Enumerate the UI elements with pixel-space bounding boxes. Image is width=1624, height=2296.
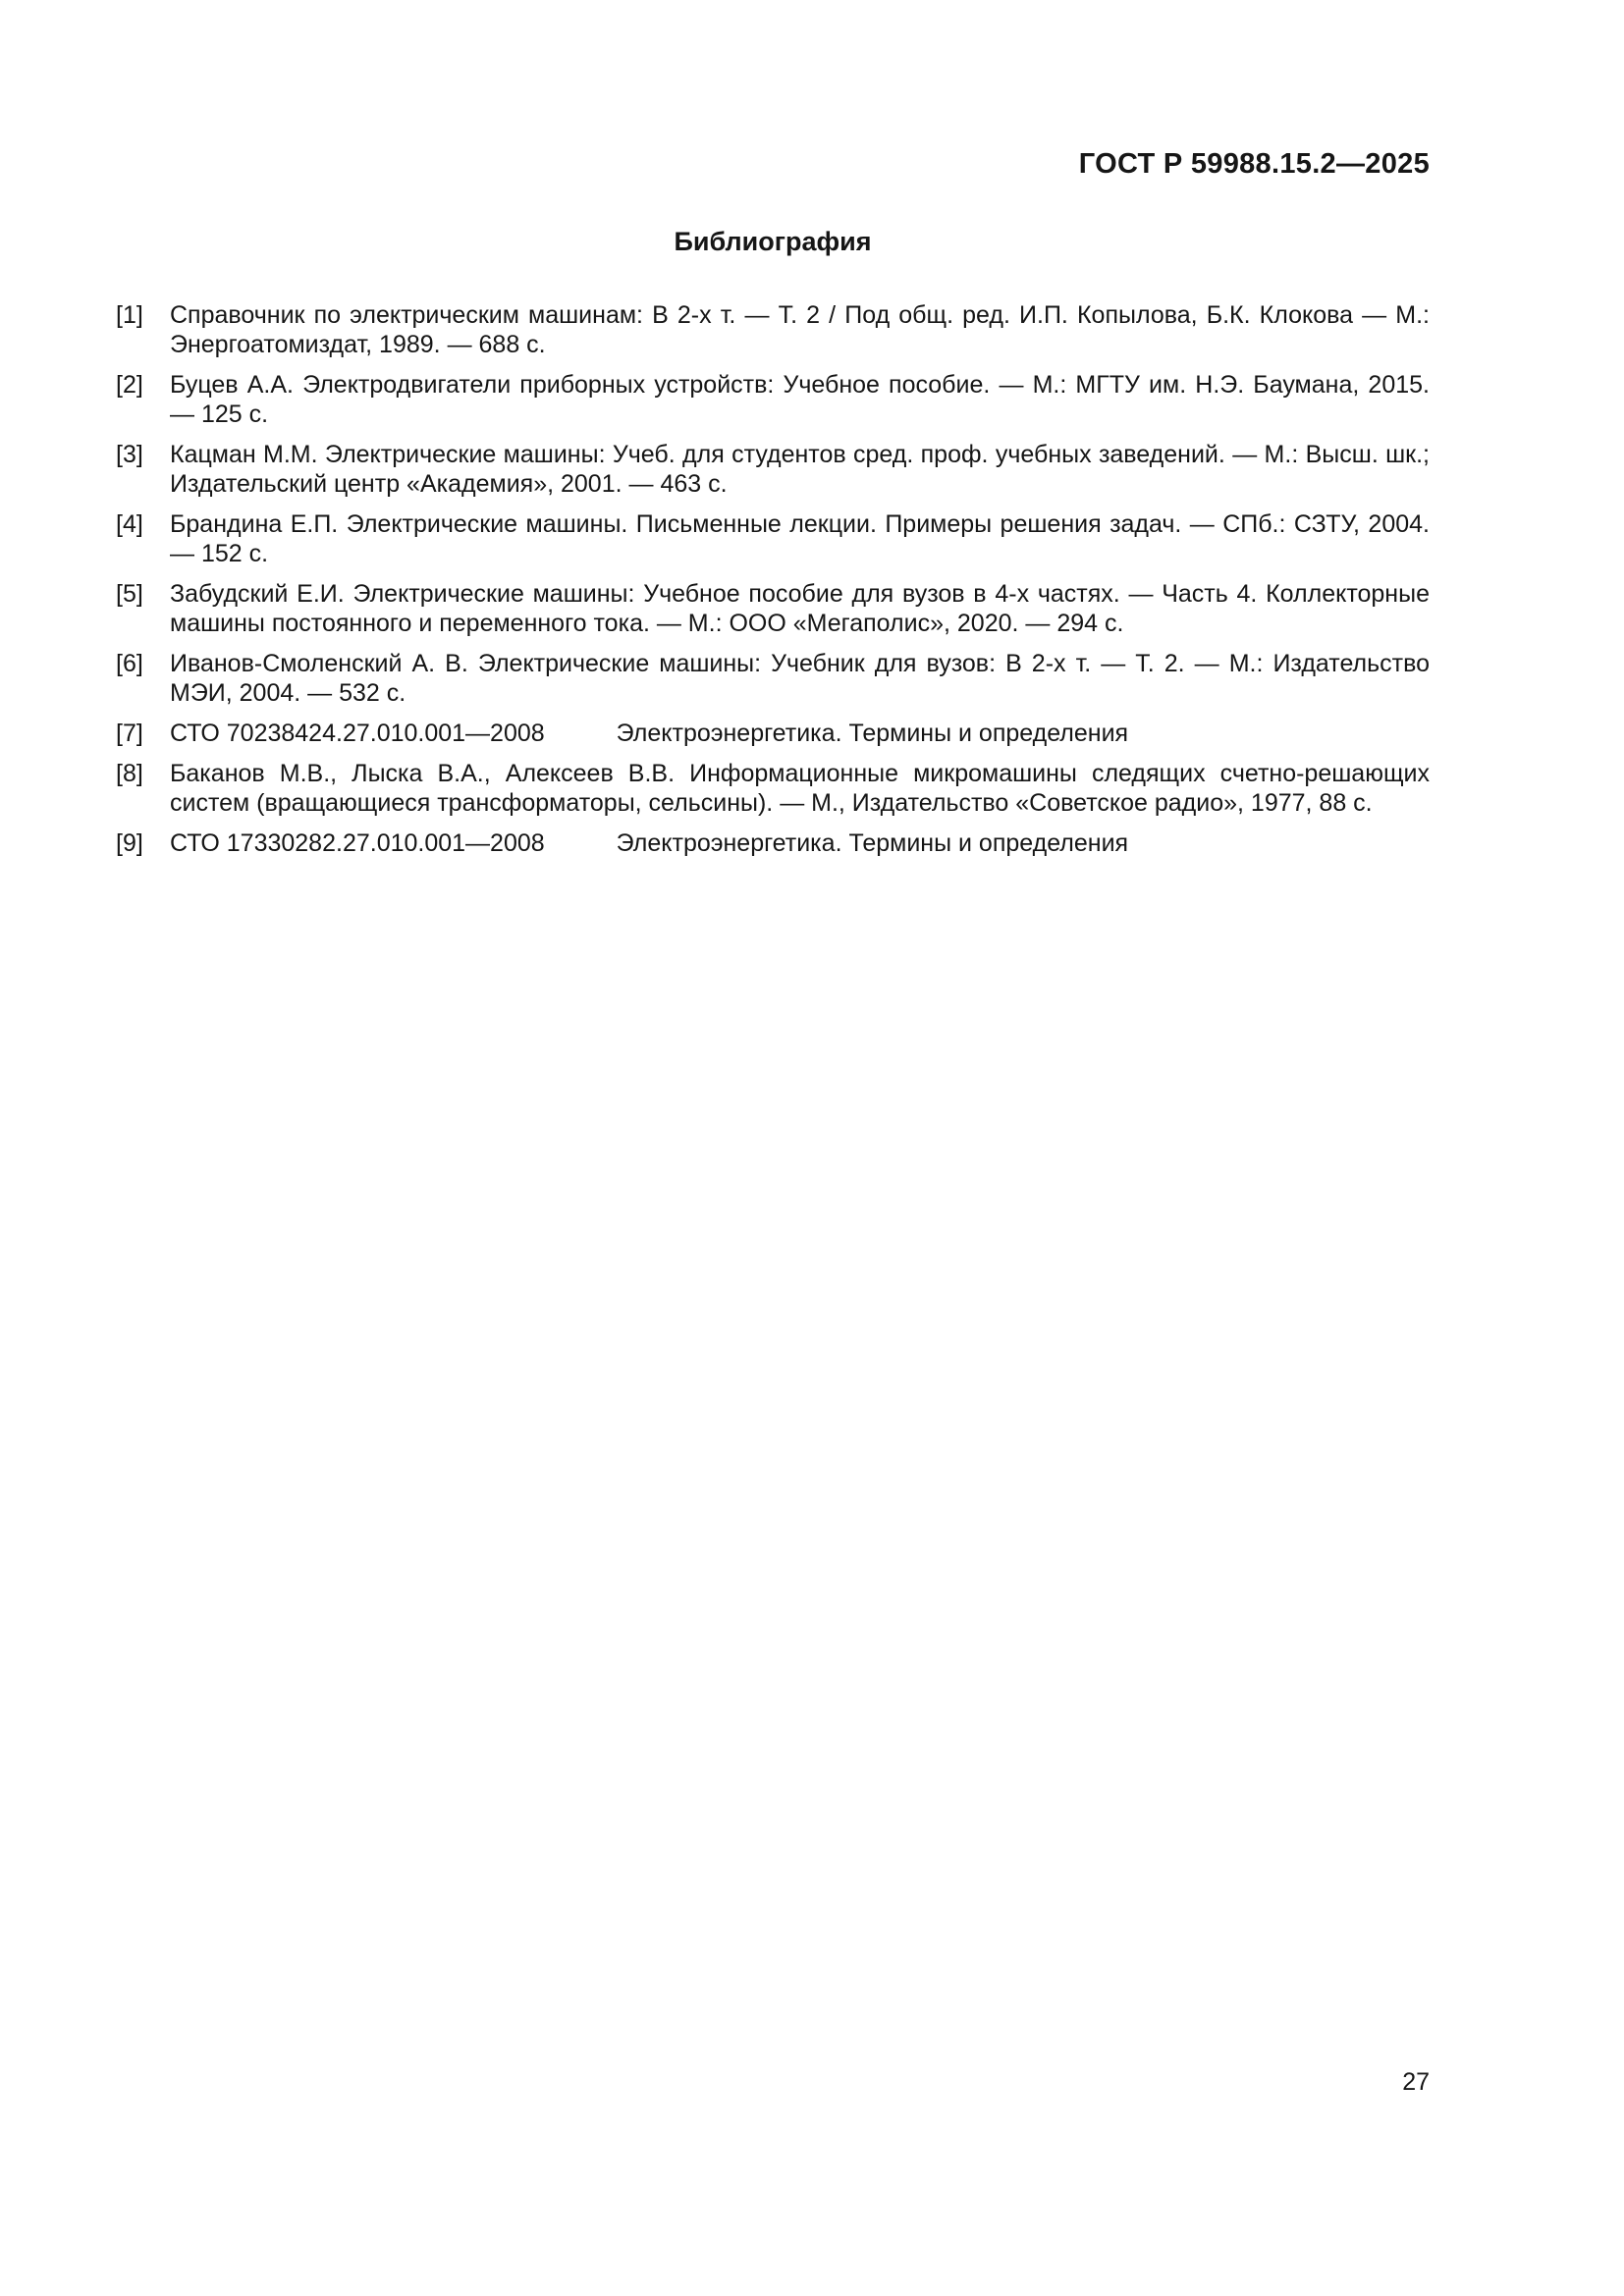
entry-marker: [3] <box>116 441 143 468</box>
entry-marker: [1] <box>116 301 143 329</box>
entry-text <box>170 719 1430 748</box>
entry-marker: [5] <box>116 580 143 608</box>
page-content <box>116 0 1430 869</box>
page-number: 27 <box>1402 2068 1430 2096</box>
entry-marker: [7] <box>116 720 143 747</box>
page-title: Библиография <box>674 227 872 256</box>
bibliography-entry <box>116 828 1430 858</box>
entry-marker: [2] <box>116 371 143 399</box>
entry-text: Буцев А.А. Электродвигатели приборных устройств: Учебное пособие. — М.: МГТУ им. Н.Э. Баумана, 2015. — 125 с. <box>170 371 1430 428</box>
bibliography-entry <box>116 509 1430 568</box>
entry-text <box>170 828 1430 858</box>
entry-marker: [4] <box>116 510 143 538</box>
entry-text: Баканов М.В., Лыска В.А., Алексеев В.В. Информационные микромашины следящих счетно-решающих систем (вращающиеся трансформаторы, сельсины). — М., Издательство «Советское радио», 1977, 88 с. <box>170 760 1430 817</box>
bibliography-entry <box>116 300 1430 359</box>
entry-marker: [9] <box>116 829 143 857</box>
entry-text: Справочник по электрическим машинам: В 2-х т. — Т. 2 / Под общ. ред. И.П. Копылова, Б.К. Клокова — М.: Энергоатомиздат, 1989. — 688 с. <box>170 301 1430 358</box>
bibliography-entry <box>116 370 1430 429</box>
standard-code-header: ГОСТ Р 59988.15.2—2025 <box>1078 148 1430 180</box>
bibliography-entry <box>116 759 1430 818</box>
entry-text: Иванов-Смоленский А. В. Электрические машины: Учебник для вузов: В 2-х т. — Т. 2. — М.: Издательство МЭИ, 2004. — 532 с. <box>170 650 1430 707</box>
bibliography-entry <box>116 579 1430 638</box>
entry-text: Кацман М.М. Электрические машины: Учеб. для студентов сред. проф. учебных заведений. — М.: Высш. шк.; Издательский центр «Академия», 2001. — 463 с. <box>170 441 1430 498</box>
entry-text: Забудский Е.И. Электрические машины: Учебное пособие для вузов в 4-х частях. — Часть 4. Коллекторные машины постоянного и переменного тока. — М.: ООО «Мегаполис», 2020. — 294 с. <box>170 580 1430 637</box>
standard-ref-code: СТО 17330282.27.010.001—2008 <box>170 829 545 857</box>
standard-ref-title: Электроэнергетика. Термины и определения <box>616 829 1129 857</box>
entry-marker: [6] <box>116 650 143 677</box>
bibliography-list <box>116 300 1430 858</box>
bibliography-entry <box>116 649 1430 708</box>
standard-ref-code: СТО 70238424.27.010.001—2008 <box>170 720 545 747</box>
entry-text: Брандина Е.П. Электрические машины. Письменные лекции. Примеры решения задач. — СПб.: СЗТУ, 2004. — 152 с. <box>170 510 1430 567</box>
standard-ref-title: Электроэнергетика. Термины и определения <box>616 720 1129 747</box>
bibliography-entry <box>116 719 1430 748</box>
entry-marker: [8] <box>116 760 143 787</box>
bibliography-entry <box>116 440 1430 499</box>
